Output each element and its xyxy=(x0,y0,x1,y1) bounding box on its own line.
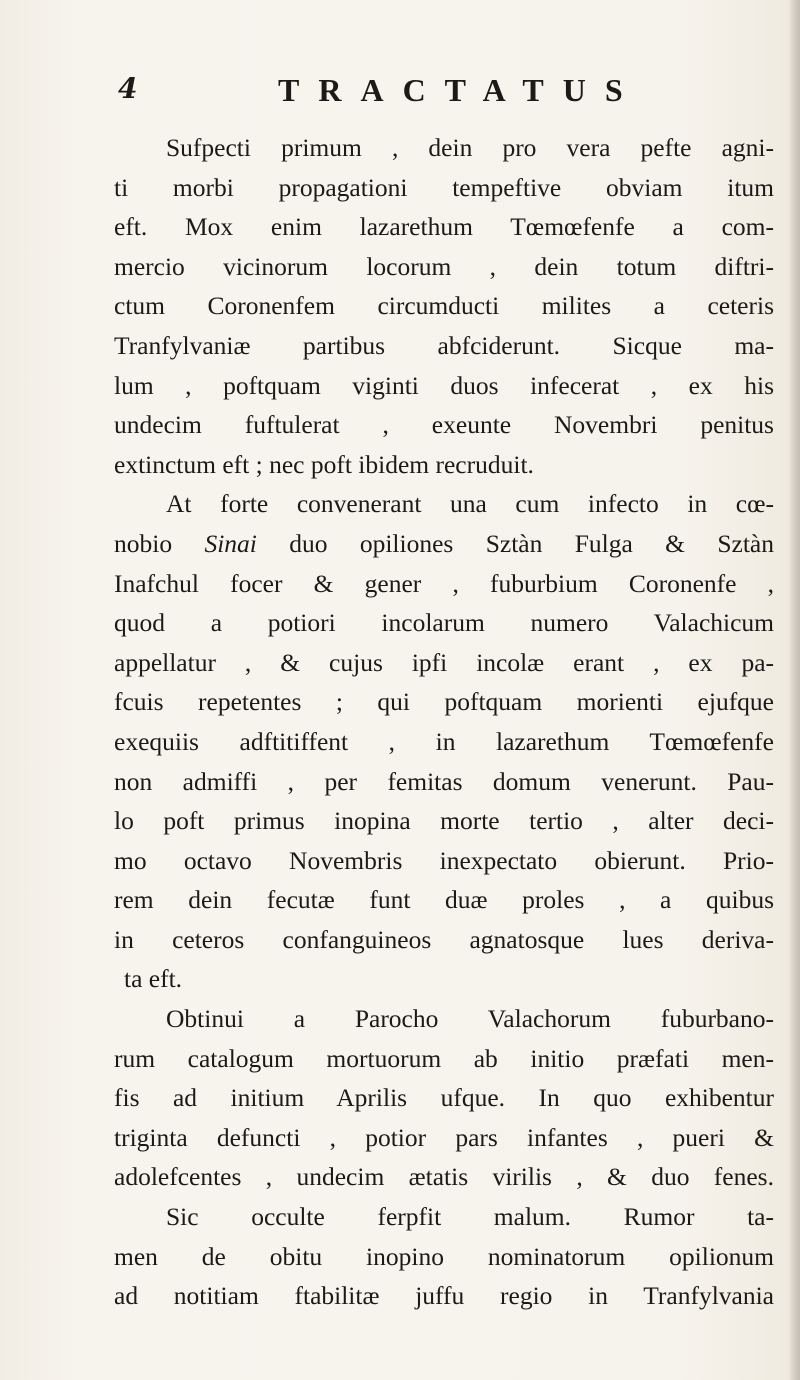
body-text xyxy=(114,128,774,1316)
text-line: quod a potiori incolarum numero Valachicum xyxy=(114,608,774,638)
text-line: appellatur , & cujus ipfi incolæ erant , ex pa- xyxy=(114,647,774,677)
page-edge-shadow xyxy=(788,0,800,1380)
line-start: nobio xyxy=(114,528,173,558)
text-line: mo octavo Novembris inexpectato obierunt. Prio- xyxy=(114,845,774,875)
text-line: lum , poftquam viginti duos infecerat , ex his xyxy=(114,370,774,400)
text-line: At forte convenerant una cum infecto in cœ- xyxy=(166,489,774,519)
italic-word-sinai: Sinai xyxy=(204,528,257,558)
text-line: exequiis adftitiffent , in lazarethum Tœmœfenfe xyxy=(114,726,774,756)
text-line: Sic occulte ferpfit malum. Rumor ta- xyxy=(166,1202,774,1232)
text-line: in ceteros confanguineos agnatosque lues deriva- xyxy=(114,924,774,954)
text-line: rem dein fecutæ funt duæ proles , a quibus xyxy=(114,885,774,915)
text-line: fis ad initium Aprilis ufque. In quo exhibentur xyxy=(114,1083,774,1113)
text-line: ta eft. xyxy=(124,964,183,994)
text-line: Inafchul focer & gener , fuburbium Coronenfe , xyxy=(114,568,774,598)
text-line: fcuis repetentes ; qui poftquam morienti ejufque xyxy=(114,687,774,717)
text-line-with-italic xyxy=(114,524,774,564)
text-line: lo poft primus inopina morte tertio , alter deci- xyxy=(114,806,774,836)
line-end: duo opiliones Sztàn Fulga & Sztàn xyxy=(289,528,774,558)
text-line: triginta defuncti , potior pars infantes , pueri & xyxy=(114,1122,774,1152)
text-line: extinctum eft ; nec poft ibidem recruduit. xyxy=(114,449,534,479)
text-line: Sufpecti primum , dein pro vera pefte agni- xyxy=(166,133,774,162)
text-line: mercio vicinorum locorum , dein totum diftri- xyxy=(114,251,774,281)
text-line: ctum Coronenfem circumducti milites a ceteris xyxy=(114,291,774,321)
text-line: rum catalogum mortuorum ab initio præfati men- xyxy=(114,1043,774,1073)
text-line: Tranfylvaniæ partibus abfciderunt. Sicque ma- xyxy=(114,330,774,360)
text-line: ad notitiam ftabilitæ juffu regio in Tranfylvania xyxy=(114,1281,774,1311)
running-title: TRACTATUS xyxy=(278,72,642,108)
page-number: 4 xyxy=(118,72,138,105)
text-line: eft. Mox enim lazarethum Tœmœfenfe a com- xyxy=(114,212,774,242)
text-line: adolefcentes , undecim ætatis virilis , & duo fenes. xyxy=(114,1162,774,1192)
text-line: ti morbi propagationi tempeftive obviam itum xyxy=(114,172,774,202)
text-line: Obtinui a Parocho Valachorum fuburbano- xyxy=(166,1004,774,1034)
text-line: men de obitu inopino nominatorum opilionum xyxy=(114,1241,774,1271)
page-header xyxy=(118,72,642,112)
text-line: undecim fuftulerat , exeunte Novembri penitus xyxy=(114,410,774,440)
text-line: non admiffi , per femitas domum venerunt. Pau- xyxy=(114,766,774,796)
